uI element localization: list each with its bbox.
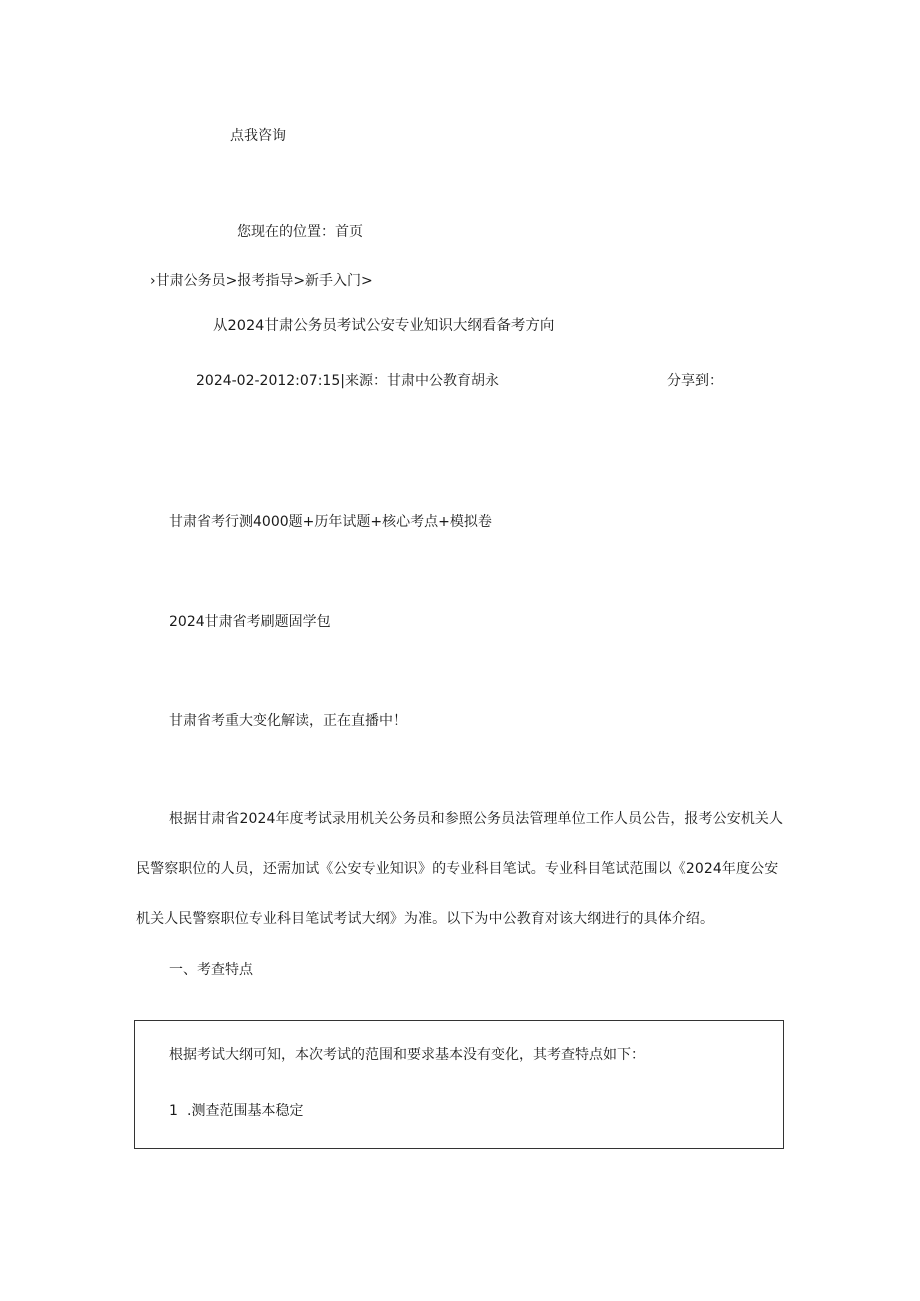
feature-list-item (169, 1101, 303, 1121)
promo-link-question-bank[interactable]: 甘肃省考行测4000题+历年试题+核心考点+模拟卷 (169, 514, 492, 530)
breadcrumb[interactable]: ›甘肃公务员>报考指导>新手入门> (150, 273, 373, 289)
promo-link-live-stream[interactable]: 甘肃省考重大变化解读，正在直播中！ (169, 713, 407, 729)
share-label: 分享到： (667, 373, 723, 389)
body-paragraph: 根据甘肃省2024年度考试录用机关公务员和参照公务员法管理单位工作人员公告，报考公安机关人民警察职位的人员，还需加试《公安专业知识》的专业科目笔试。专业科目笔试范围以《2024年度公安机关人民警察职位专业科目笔试考试大纲》为准。以下为中公教育对该大纲进行的具体介绍。 (136, 811, 784, 927)
feature-item-number: 1 (169, 1103, 178, 1119)
promo-link-study-pack[interactable]: 2024甘肃省考刷题固学包 (169, 614, 331, 630)
section-heading: 一、考查特点 (169, 962, 253, 978)
article-meta: 2024-02-2012:07:15|来源：甘肃中公教育胡永 (196, 373, 499, 389)
consult-link[interactable]: 点我咨询 (230, 128, 286, 144)
feature-box (134, 1020, 784, 1149)
location-label: 您现在的位置：首页 (237, 224, 363, 240)
article-title: 从2024甘肃公务员考试公安专业知识大纲看备考方向 (213, 318, 555, 334)
feature-box-intro: 根据考试大纲可知，本次考试的范围和要求基本没有变化，其考查特点如下： (169, 1047, 645, 1063)
feature-item-text: .测查范围基本稳定 (187, 1103, 304, 1119)
